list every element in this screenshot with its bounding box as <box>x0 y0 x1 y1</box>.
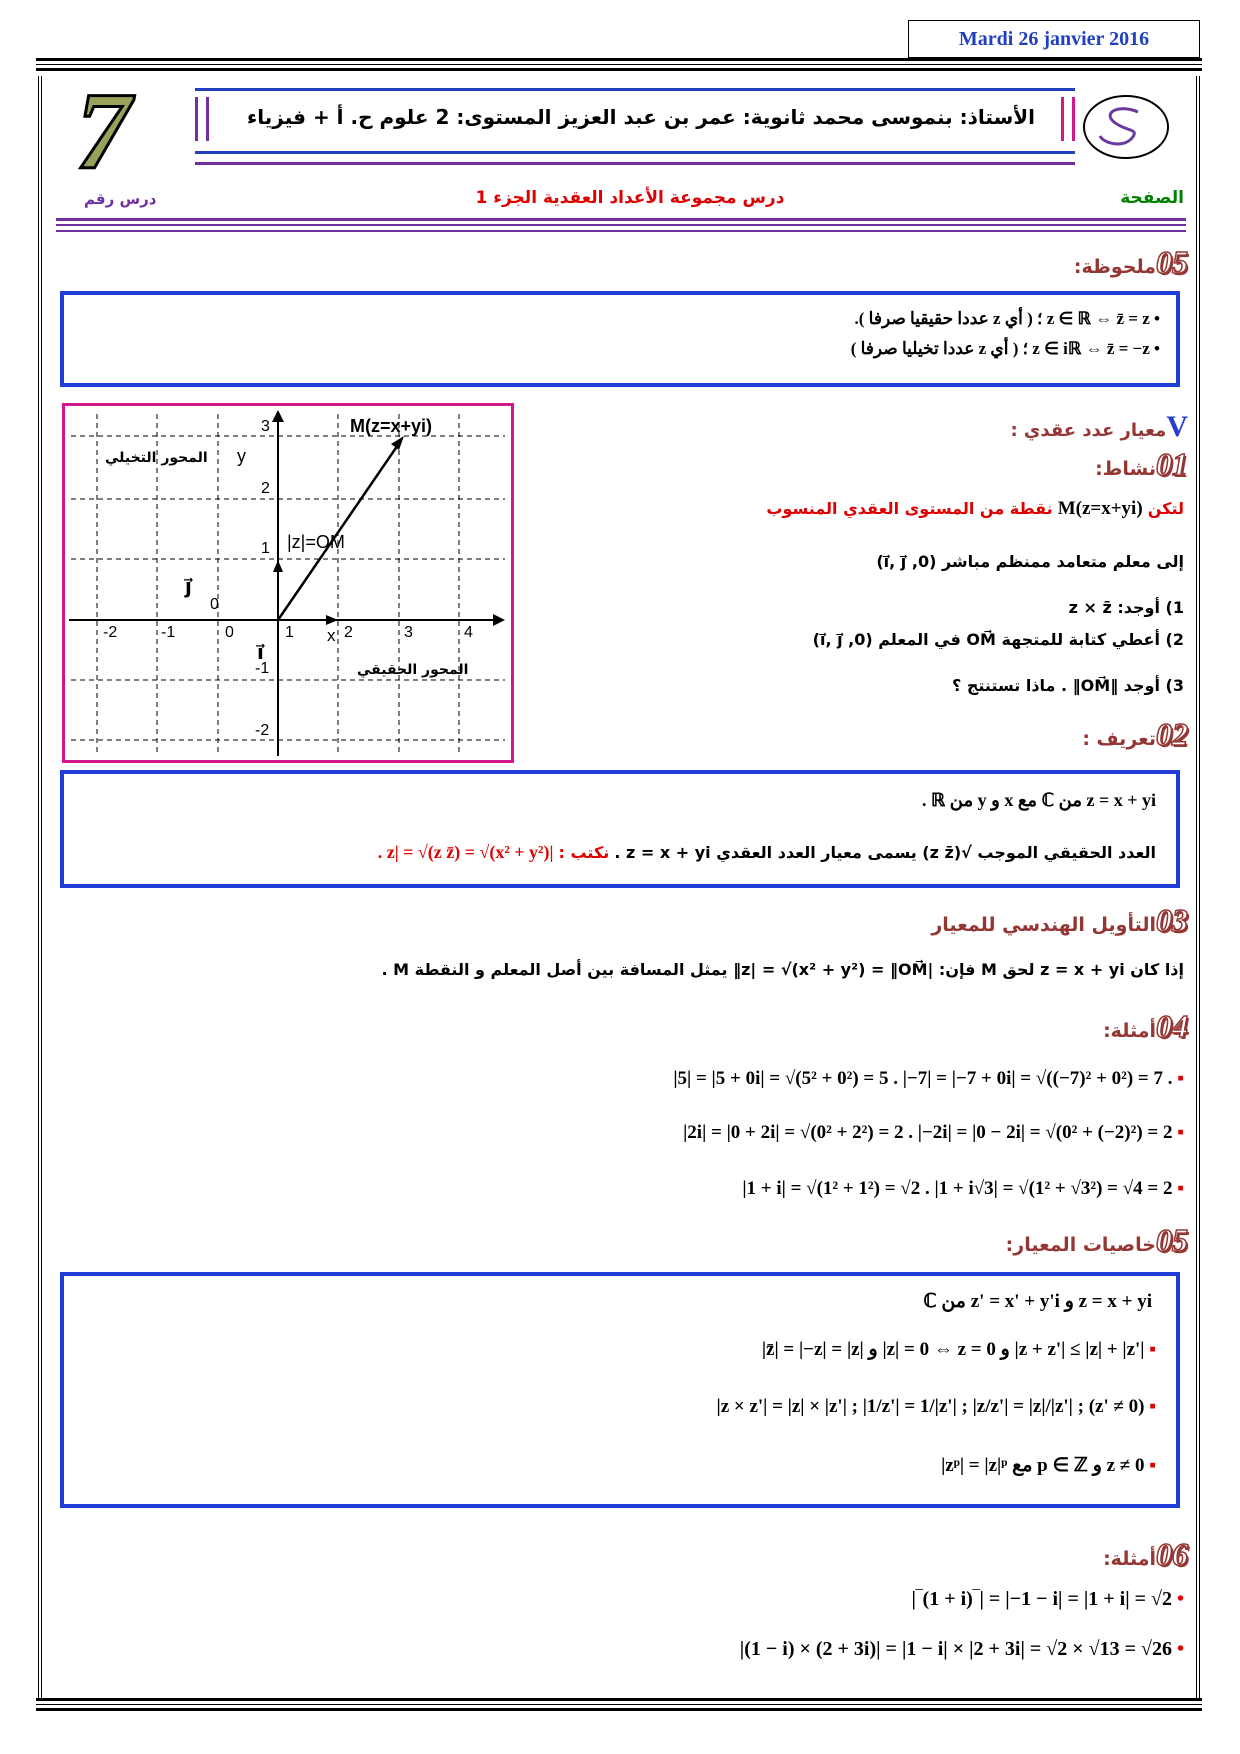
lesson-rule-1 <box>56 218 1186 221</box>
bottom-rule <box>36 1698 1202 1701</box>
header-info: الأستاذ: بنموسى محمد ثانوية: عمر بن عبد العزيز المستوى: 2 علوم ح. أ + فيزياء <box>247 105 1035 129</box>
x-tick: -1 <box>161 624 176 641</box>
lesson-title: درس مجموعة الأعداد العقدية الجزء 1 <box>475 188 785 208</box>
activity-line-2: إلى معلم متعامد ممنظم مباشر (0, i⃗, j⃗) <box>876 552 1184 571</box>
header-underline <box>195 162 1075 165</box>
j-label: j⃗ <box>185 576 192 598</box>
section-title: خاصيات المعيار: <box>1005 1234 1156 1256</box>
example-line: |5| = |5 + 0i| = √(5² + 0²) = 5 . |−7| = |−7 + 0i| = √((−7)² + 0²) = 7 . ▪ <box>673 1068 1184 1089</box>
section-title: ملحوظة: <box>1073 256 1156 278</box>
x-label: x <box>327 626 336 645</box>
y-tick: -1 <box>255 660 270 677</box>
example-line: |2i| = |0 + 2i| = √(0² + 2²) = 2 . |−2i| = |0 − 2i| = √(0² + (−2)²) = 2 ▪ <box>683 1122 1184 1143</box>
y-tick: 2 <box>261 480 270 497</box>
section-title: أمثلة: <box>1103 1548 1156 1570</box>
section-number: 04 <box>1156 1008 1188 1044</box>
x-tick: 4 <box>464 624 473 641</box>
bottom-rule-thin <box>36 1704 1202 1705</box>
section-number: 01 <box>1156 446 1188 482</box>
property-line: |z × z'| = |z| × |z'| ; |1/z'| = 1/|z'| ; |z/z'| = |z|/|z'| ; (z' ≠ 0) ▪ <box>716 1396 1156 1417</box>
top-rule-thin <box>36 64 1202 65</box>
activity-line-1: لتكن M(z=x+yi) نقطة من المستوى العقدي المنسوب <box>766 498 1184 519</box>
section-number: 05 <box>1156 244 1188 280</box>
top-rule-2 <box>36 68 1202 71</box>
section-01-heading <box>1095 446 1188 483</box>
point-label: M(z=x+yi) <box>350 416 433 436</box>
section-title: نشاط: <box>1095 458 1156 480</box>
section-06-heading <box>1103 1536 1188 1573</box>
definition-line-1: z = x + yi من ℂ مع x و y من ℝ . <box>922 790 1156 810</box>
y-label: y <box>237 446 246 466</box>
example-line: |(1 − i) × (2 + 3i)| = |1 − i| × |2 + 3i| = √2 × √13 = √26 • <box>739 1638 1184 1660</box>
header-bar-right-mark <box>1061 97 1075 141</box>
modulus-label: |z|=OM <box>287 532 345 552</box>
section-03-heading <box>931 902 1188 939</box>
remark-item: • z ∈ ℝ ⇔ z̄ = z ؛ ( أي z عددا حقيقيا صرفا ). <box>854 309 1160 328</box>
section-v-heading <box>1010 410 1188 444</box>
remark-box <box>60 291 1180 387</box>
x-tick: -2 <box>103 624 118 641</box>
example-line: |‾(1 + i)‾| = |−1 − i| = |1 + i| = √2 • <box>911 1588 1184 1610</box>
section-number: 03 <box>1156 902 1188 938</box>
date-box <box>908 20 1200 58</box>
date-text: Mardi 26 janvier 2016 <box>958 28 1150 50</box>
imag-axis-label: المحور التخيلي <box>105 450 208 466</box>
real-axis-label: المحور الحقيقي <box>357 662 469 678</box>
section-title: معيار عدد عقدي : <box>1010 420 1167 441</box>
activity-question-2: 2) أعطي كتابة للمتجهة OM⃗ في المعلم (0, i⃗, j⃗) <box>812 630 1184 649</box>
section-number: V <box>1166 410 1188 443</box>
x-tick: 3 <box>404 624 413 641</box>
property-line: |zᵖ| = |z|ᵖ مع p ∈ ℤ و z ≠ 0 ▪ <box>941 1455 1156 1476</box>
section-title: تعريف : <box>1082 728 1156 750</box>
properties-intro: z = x + yi و z' = x' + y'i من ℂ <box>923 1291 1152 1312</box>
section-title: التأويل الهندسي للمعيار <box>931 914 1156 936</box>
i-label: i⃗ <box>257 642 264 664</box>
section-02-heading <box>1082 716 1188 753</box>
section-05b-heading <box>1006 1222 1188 1259</box>
remark-item: • z ∈ iℝ ⇔ z̄ = −z ؛ ( أي z عددا تخيليا صرفا ) <box>850 339 1160 358</box>
example-line: |1 + i| = √(1² + 1²) = √2 . |1 + i√3| = √(1² + √3²) = √4 = 2 ▪ <box>742 1178 1184 1199</box>
section-title: أمثلة: <box>1103 1020 1156 1042</box>
origin-x-tick: 0 <box>225 624 234 641</box>
y-tick: 1 <box>261 540 270 557</box>
section-number: 05 <box>1156 1222 1188 1258</box>
page-label: الصفحة <box>1120 188 1184 208</box>
lesson-rule-3 <box>56 230 1186 232</box>
header-bar <box>195 88 1075 154</box>
section-05a-heading <box>1074 244 1188 281</box>
header-bar-left-mark <box>195 97 209 141</box>
lesson-number-label: درس رقم <box>84 190 157 208</box>
property-line: |z̄| = |−z| = |z| و |z| = 0 ⇔ z = 0 و |z + z'| ≤ |z| + |z'| ▪ <box>761 1339 1156 1360</box>
x-tick: 2 <box>344 624 353 641</box>
activity-question-3: 3) أوجد ‖OM⃗‖ . ماذا تستنتج ؟ <box>952 676 1184 695</box>
section-number: 06 <box>1156 1536 1188 1572</box>
y-tick: -2 <box>255 722 270 739</box>
om-vector <box>278 442 400 620</box>
logo-number: 7 <box>76 70 131 192</box>
logo-circle-icon <box>1080 92 1172 162</box>
bottom-rule-2 <box>36 1708 1202 1711</box>
top-rule <box>36 58 1202 61</box>
section-04-heading <box>1103 1008 1188 1045</box>
lesson-rule-2 <box>56 224 1186 226</box>
origin-label: 0 <box>210 596 219 613</box>
definition-line-2: العدد الحقيقي الموجب √(z z̄) يسمى معيار العدد العقدي z = x + yi . نكتب : |z| = √(z z̄) = √(x² + y²) . <box>377 842 1156 862</box>
activity-question-1: 1) أوجد: z × z̄ <box>1068 598 1184 617</box>
logo-seven <box>76 70 166 192</box>
x-tick: 1 <box>285 624 294 641</box>
section-number: 02 <box>1156 716 1188 752</box>
geometric-line: إذا كان z = x + yi لحق M فإن: |z| = √(x² + y²) = ‖OM⃗‖ يمثل المسافة بين أصل المعلم و النقطة M . <box>381 960 1184 979</box>
complex-plane-graph <box>62 403 514 763</box>
y-tick: 3 <box>261 418 270 435</box>
definition-box <box>60 770 1180 888</box>
properties-box <box>60 1272 1180 1508</box>
